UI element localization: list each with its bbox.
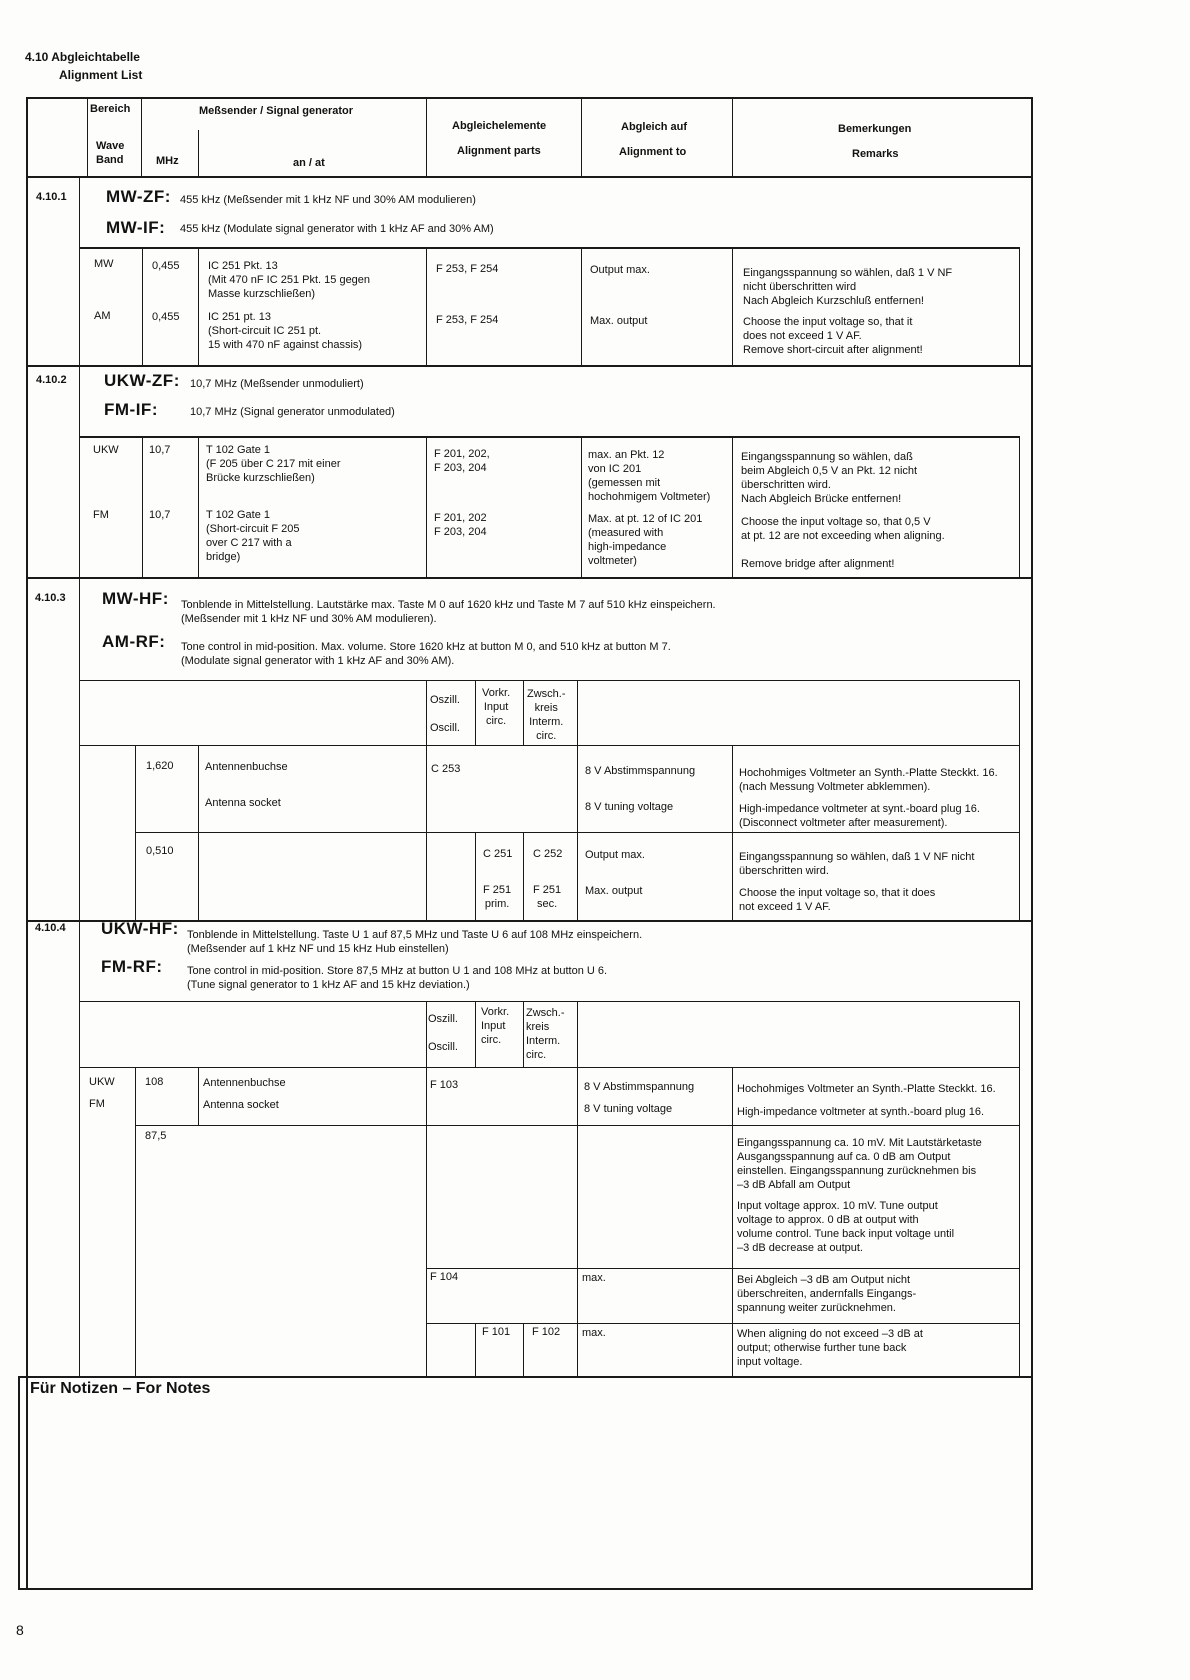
section-label-en: AM-RF: (102, 632, 166, 651)
at-cell: Antennenbuchse (203, 1077, 286, 1089)
remarks-cell: Eingangsspannung so wählen, daß 1 V NF nicht überschritten wird. (739, 851, 975, 877)
parts-cell: F 103 (430, 1079, 459, 1091)
remarks-cell: Remove bridge after alignment! (741, 558, 895, 570)
freq-cell: 10,7 (149, 444, 171, 456)
at-cell: Antenna socket (203, 1099, 279, 1111)
freq-cell: 1,620 (146, 760, 174, 772)
parts-cell: F 104 (430, 1271, 459, 1283)
at-cell: IC 251 Pkt. 13 (Mit 470 nF IC 251 Pkt. 15 gegen Masse kurzschließen) (208, 260, 371, 300)
align-cell: Max. output (590, 315, 648, 327)
notes-title: Für Notizen – For Notes (30, 1380, 211, 1397)
freq-cell: 0,455 (152, 260, 180, 272)
vorkr-header: Vorkr. Input circ. (481, 1006, 510, 1046)
section-number: 4.10.1 (36, 191, 67, 203)
band-cell: MW (94, 258, 114, 270)
band-cell: UKW (89, 1076, 115, 1088)
section-label-de: MW-ZF: (106, 187, 171, 206)
align-cell: max. (582, 1272, 606, 1284)
at-cell: T 102 Gate 1 (F 205 über C 217 mit einer Brücke kurzschließen) (206, 444, 341, 484)
remarks-cell: Eingangsspannung so wählen, daß 1 V NF nicht überschritten wird Nach Abgleich Kurzschluß entfernen! (743, 267, 953, 307)
remarks-cell: Eingangsspannung ca. 10 mV. Mit Lautstärketaste Ausgangsspannung auf ca. 0 dB am Output einstellen. Eingangsspannung zurücknehmen bis –3 dB Abfall am Output (737, 1137, 982, 1191)
section-desc-de: 455 kHz (Meßsender mit 1 kHz NF und 30% AM modulieren) (180, 194, 476, 206)
remarks-cell: Eingangsspannung so wählen, daß beim Abgleich 0,5 V an Pkt. 12 nicht überschritten wird. Nach Abgleich Brücke entfernen! (741, 451, 918, 505)
freq-cell: 0,510 (146, 845, 174, 857)
remarks-cell: Bei Abgleich –3 dB am Output nicht überschreiten, andernfalls Eingangs- spannung weiter zurücknehmen. (737, 1274, 917, 1314)
parts-cell: F 201, 202, F 203, 204 (434, 448, 490, 474)
header-remarks-en: Remarks (852, 148, 899, 160)
section-title: 4.10 Abgleichtabelle (25, 50, 140, 64)
remarks-cell: Choose the input voltage so, that it does not exceed 1 V AF. (739, 887, 936, 913)
section-desc-en: Tone control in mid-position. Store 87,5 MHz at button U 1 and 108 MHz at button U 6. (Tune signal generator to 1 kHz AF and 15 kHz deviation.) (187, 965, 608, 991)
parts-cell: F 253, F 254 (436, 314, 499, 326)
vorkr-header: Vorkr. Input circ. (482, 687, 511, 727)
align-cell: Max. at pt. 12 of IC 201 (measured with high-impedance voltmeter) (588, 513, 703, 567)
section-desc-en: 455 kHz (Modulate signal generator with 1 kHz AF and 30% AM) (180, 223, 494, 235)
header-band: Band (96, 154, 124, 166)
align-cell: 8 V tuning voltage (584, 1103, 673, 1115)
oscill-header: Oszill. Oscill. (430, 694, 460, 734)
parts-cell: F 201, 202 F 203, 204 (434, 512, 487, 538)
band-cell: FM (93, 509, 109, 521)
at-cell: IC 251 pt. 13 (Short-circuit IC 251 pt. 15 with 470 nF against chassis) (208, 311, 363, 351)
section-number: 4.10.4 (35, 922, 66, 934)
at-cell: T 102 Gate 1 (Short-circuit F 205 over C 217 with a bridge) (206, 509, 300, 563)
align-cell: Max. output (585, 885, 643, 897)
zwsch-header: Zwsch.- kreis Interm. circ. (526, 1007, 565, 1061)
band-cell: FM (89, 1098, 105, 1110)
zwsch-header: Zwsch.- kreis Interm. circ. (527, 688, 566, 742)
header-parts-de: Abgleichelemente (452, 120, 547, 132)
parts-cell: C 251 (483, 848, 513, 860)
at-cell: Antennenbuchse (205, 761, 288, 773)
header-remarks-de: Bemerkungen (838, 123, 912, 135)
align-cell: Output max. (585, 849, 645, 861)
header-bereich: Bereich (90, 103, 131, 115)
section-label-en: FM-IF: (104, 400, 158, 419)
freq-cell: 87,5 (145, 1130, 167, 1142)
section-desc-de: Tonblende in Mittelstellung. Taste U 1 auf 87,5 MHz und Taste U 6 auf 108 MHz einspeichern. (Meßsender auf 1 kHz NF und 15 kHz Hub einstellen) (187, 929, 643, 955)
header-mhz: MHz (156, 155, 179, 167)
parts-cell: F 102 (532, 1326, 561, 1338)
header-parts-en: Alignment parts (457, 145, 541, 157)
parts-cell: F 251 sec. (533, 884, 562, 910)
parts-cell: F 251 prim. (483, 884, 512, 910)
section-label-de: MW-HF: (102, 589, 169, 608)
section-label-en: FM-RF: (101, 957, 163, 976)
parts-cell: C 253 (431, 763, 461, 775)
section-label-en: MW-IF: (106, 218, 166, 237)
parts-cell: F 101 (482, 1326, 511, 1338)
page-number: 8 (16, 1622, 24, 1638)
section-desc-en: Tone control in mid-position. Max. volume. Store 1620 kHz at button M 0, and 510 kHz at button M 7. (Modulate signal generator with 1 kHz AF and 30% AM). (181, 641, 671, 667)
section-desc-de: Tonblende in Mittelstellung. Lautstärke max. Taste M 0 auf 1620 kHz und Taste M 7 auf 510 kHz einspeichern. (Meßsender mit 1 kHz NF und 30% AM modulieren). (181, 599, 716, 625)
freq-cell: 10,7 (149, 509, 171, 521)
remarks-cell: Hochohmiges Voltmeter an Synth.-Platte Steckkt. 16. (737, 1083, 996, 1095)
section-desc-de: 10,7 MHz (Meßsender unmoduliert) (190, 378, 364, 390)
freq-cell: 0,455 (152, 311, 180, 323)
section-label-de: UKW-HF: (101, 919, 179, 938)
align-cell: Output max. (590, 264, 650, 276)
remarks-cell: When aligning do not exceed –3 dB at output; otherwise further tune back input voltage. (737, 1328, 923, 1368)
header-align-en: Alignment to (619, 146, 687, 158)
section-number: 4.10.3 (35, 592, 66, 604)
header-signal-generator: Meßsender / Signal generator (199, 105, 354, 117)
oscill-header: Oszill. Oscill. (428, 1013, 458, 1053)
section-desc-en: 10,7 MHz (Signal generator unmodulated) (190, 406, 395, 418)
align-cell: 8 V Abstimmspannung (585, 765, 696, 777)
section-subtitle: Alignment List (59, 68, 143, 82)
section-number: 4.10.2 (36, 374, 67, 386)
remarks-cell: High-impedance voltmeter at synt.-board plug 16. (Disconnect voltmeter after measurement). (739, 803, 980, 829)
align-cell: max. an Pkt. 12 von IC 201 (gemessen mit hochohmigem Voltmeter) (588, 449, 711, 503)
remarks-cell: Choose the input voltage so, that 0,5 V at pt. 12 are not exceeding when aligning. (741, 516, 945, 542)
header-align-de: Abgleich auf (621, 121, 688, 133)
parts-cell: F 253, F 254 (436, 263, 499, 275)
parts-cell: C 252 (533, 848, 563, 860)
remarks-cell: Hochohmiges Voltmeter an Synth.-Platte Steckkt. 16. (nach Messung Voltmeter abklemmen). (739, 767, 998, 793)
freq-cell: 108 (145, 1076, 164, 1088)
at-cell: Antenna socket (205, 797, 281, 809)
remarks-cell: Input voltage approx. 10 mV. Tune output voltage to approx. 0 dB at output with volume control. Tune back input voltage until –3 dB decrease at output. (737, 1200, 955, 1254)
header-wave: Wave (96, 140, 125, 152)
align-cell: max. (582, 1327, 606, 1339)
header-an-at: an / at (293, 157, 325, 169)
band-cell: AM (94, 310, 111, 322)
band-cell: UKW (93, 444, 119, 456)
section-label-de: UKW-ZF: (104, 371, 180, 390)
align-cell: 8 V tuning voltage (585, 801, 674, 813)
remarks-cell: High-impedance voltmeter at synth.-board plug 16. (737, 1106, 985, 1118)
align-cell: 8 V Abstimmspannung (584, 1081, 695, 1093)
remarks-cell: Choose the input voltage so, that it does not exceed 1 V AF. Remove short-circuit after alignment! (743, 316, 923, 356)
